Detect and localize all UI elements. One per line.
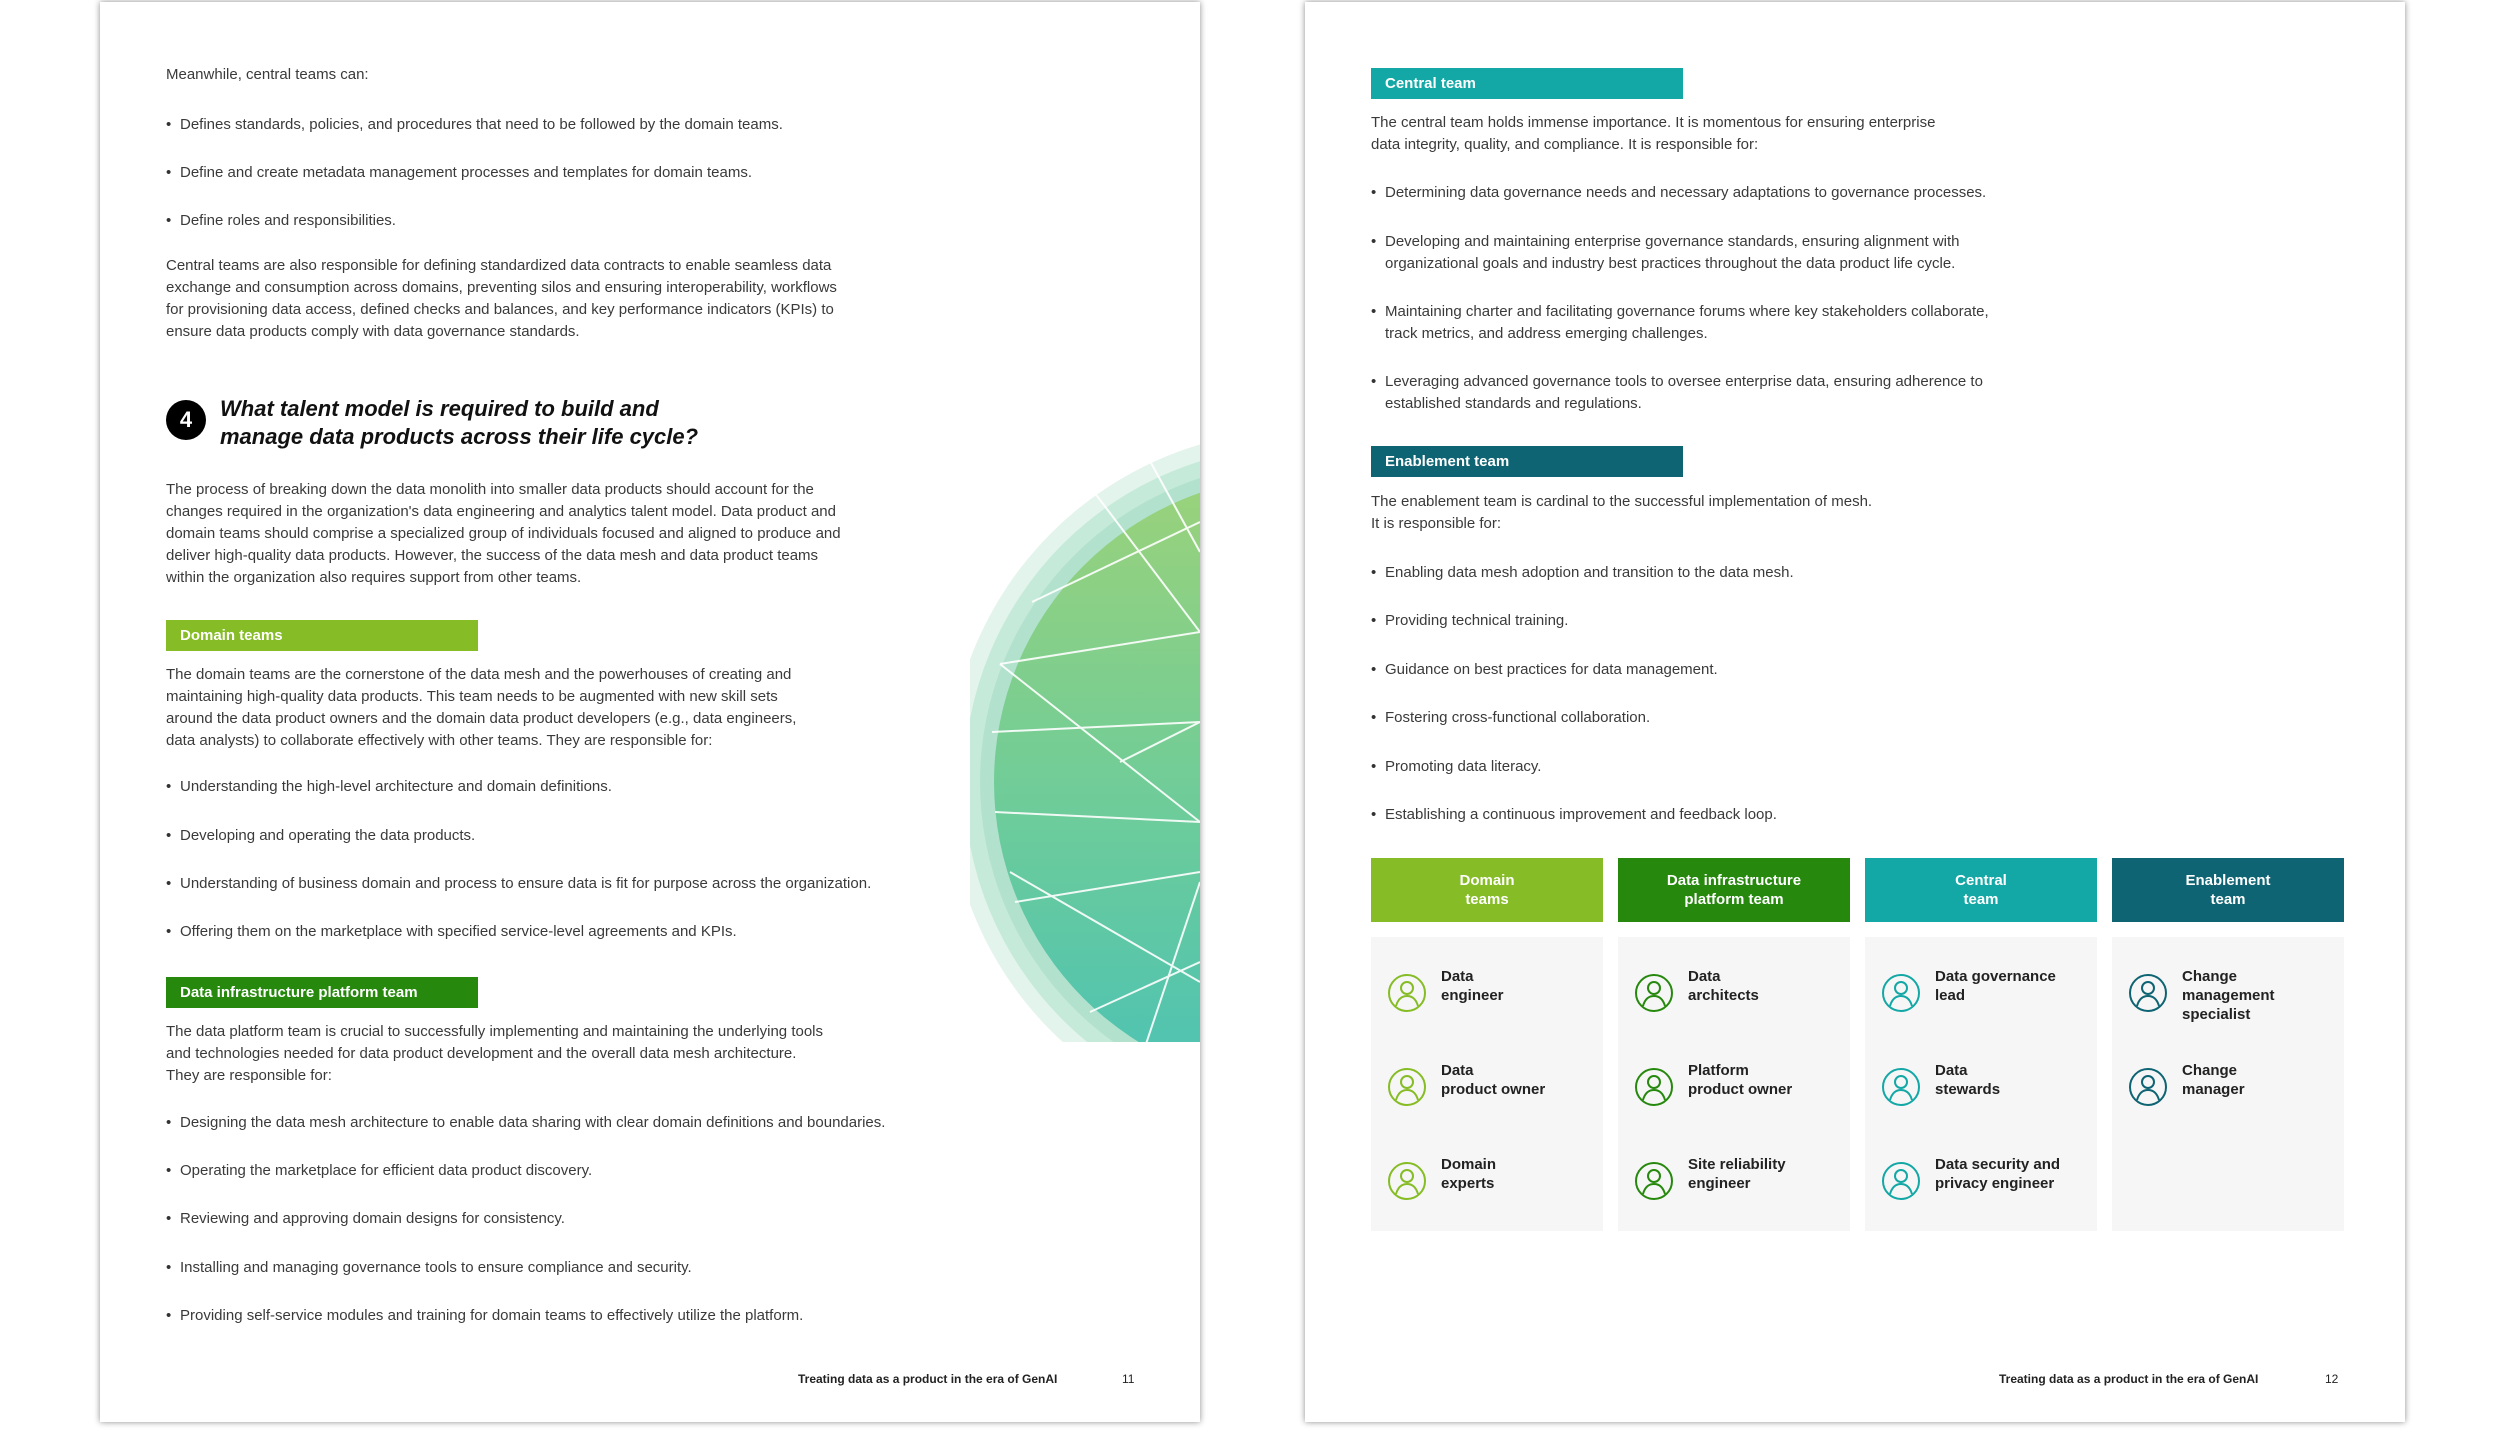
central-can-bullet: • Define and create metadata management processes and templates for domain teams. (166, 162, 752, 184)
domain-bullet: • Offering them on the marketplace with specified service-level agreements and KPIs. (166, 921, 737, 943)
role-line: Data (1441, 968, 1474, 985)
role-line: product owner (1441, 1081, 1546, 1098)
platform-bullet: • Reviewing and approving domain designs for consistency. (166, 1208, 565, 1230)
role-line: Domain (1441, 1156, 1497, 1173)
role-line: architects (1688, 987, 1759, 1004)
person-icon (1634, 973, 1674, 1013)
role-card (1371, 1155, 1603, 1215)
enablement-team-tag: Enablement team (1371, 446, 1683, 477)
footer-title: Treating data as a product in the era of GenAI (1999, 1372, 2259, 1386)
role-card (1618, 1155, 1850, 1215)
person-icon (1634, 1161, 1674, 1201)
paragraph-line: deliver high-quality data products. However, the success of the data mesh and data product teams (166, 547, 819, 564)
domain-bullet: • Developing and operating the data products. (166, 825, 475, 847)
role-name (1935, 1155, 2090, 1193)
page-number: 11 (1122, 1372, 1135, 1386)
role-name (1441, 1061, 1596, 1099)
role-name (1441, 1155, 1596, 1193)
paragraph-line: Central teams are also responsible for defining standardized data contracts to enable seamless data (166, 257, 832, 274)
platform-team-tag: Data infrastructure platform team (166, 977, 478, 1008)
column-body-enablement-team (2112, 937, 2344, 1231)
role-line: Platform (1688, 1062, 1749, 1079)
central-team-bullet (1371, 182, 1986, 204)
bullet-line: • Leveraging advanced governance tools to oversee enterprise data, ensuring adherence to (1385, 373, 1983, 390)
role-name (2182, 967, 2337, 1024)
role-name (1688, 1061, 1843, 1099)
central-team-tag: Central team (1371, 68, 1683, 99)
page-11 (100, 2, 1200, 1422)
paragraph-line: The domain teams are the cornerstone of the data mesh and the powerhouses of creating and (166, 666, 792, 683)
column-header-central-team (1865, 858, 2097, 922)
paragraph-line: changes required in the organization's data engineering and analytics talent model. Data product and (166, 503, 836, 520)
bullet-line: • Determining data governance needs and necessary adaptations to governance processes. (1385, 184, 1987, 201)
column-body-domain-teams (1371, 937, 1603, 1231)
paragraph-line: domain teams should comprise a specialized group of individuals focused and aligned to produce and (166, 525, 841, 542)
role-name (1688, 1155, 1843, 1193)
paragraph-line: The data platform team is crucial to successfully implementing and maintaining the underlying tools (166, 1023, 823, 1040)
column-header-platform-team (1618, 858, 1850, 922)
role-card (1371, 967, 1603, 1027)
header-line: Enablement (2185, 872, 2271, 889)
header-line: Central (1955, 872, 2007, 889)
globe-illustration (970, 402, 1200, 1042)
paragraph-line: The enablement team is cardinal to the successful implementation of mesh. (1371, 493, 1873, 510)
person-icon (2128, 973, 2168, 1013)
central-team-bullet (1371, 371, 1983, 415)
role-name (1935, 1061, 2090, 1099)
bullet-line: • Developing and maintaining enterprise governance standards, ensuring alignment with (1385, 233, 1960, 250)
role-name (1935, 967, 2090, 1005)
domain-bullet: • Understanding the high-level architecture and domain definitions. (166, 776, 612, 798)
person-icon (1634, 1067, 1674, 1107)
role-card (1618, 967, 1850, 1027)
enablement-bullet: • Guidance on best practices for data management. (1371, 659, 1718, 681)
person-icon (1881, 973, 1921, 1013)
footer-title: Treating data as a product in the era of GenAI (798, 1372, 1058, 1386)
header-line: teams (1465, 891, 1509, 908)
central-team-bullet (1371, 231, 1960, 275)
page-12 (1305, 2, 2405, 1422)
role-line: management (2182, 987, 2275, 1004)
person-icon (1387, 1067, 1427, 1107)
role-line: Data (1441, 1062, 1474, 1079)
role-line: product owner (1688, 1081, 1793, 1098)
platform-bullet: • Installing and managing governance tools to ensure compliance and security. (166, 1257, 692, 1279)
column-body-platform-team (1618, 937, 1850, 1231)
role-card (1371, 1061, 1603, 1121)
person-icon (2128, 1067, 2168, 1107)
central-can-bullet: • Defines standards, policies, and procedures that need to be followed by the domain teams. (166, 114, 783, 136)
column-header-enablement-team (2112, 858, 2344, 922)
platform-bullet: • Providing self-service modules and training for domain teams to effectively utilize the platform. (166, 1305, 803, 1327)
paragraph-line: and technologies needed for data product development and the overall data mesh architecture. (166, 1045, 797, 1062)
person-icon (1387, 1161, 1427, 1201)
header-line: platform team (1684, 891, 1784, 908)
role-name (2182, 1061, 2337, 1099)
role-line: Data (1688, 968, 1721, 985)
enablement-bullet: • Enabling data mesh adoption and transition to the data mesh. (1371, 562, 1794, 584)
paragraph-line: for provisioning data access, defined checks and balances, and key performance indicators (KPIs) to (166, 301, 834, 318)
role-card (1865, 1061, 2097, 1121)
bullet-line: established standards and regulations. (1385, 395, 1642, 412)
domain-teams-tag: Domain teams (166, 620, 478, 651)
paragraph-line: It is responsible for: (1371, 515, 1502, 532)
role-line: Change (2182, 1062, 2238, 1079)
header-line: Data infrastructure (1666, 872, 1802, 889)
column-body-central-team (1865, 937, 2097, 1231)
paragraph-line: data integrity, quality, and compliance. It is responsible for: (1371, 136, 1759, 153)
paragraph-line: maintaining high-quality data products. This team needs to be augmented with new skill sets (166, 688, 778, 705)
paragraph-line: They are responsible for: (166, 1067, 332, 1084)
person-icon (1881, 1067, 1921, 1107)
person-icon (1881, 1161, 1921, 1201)
central-intro: Meanwhile, central teams can: (166, 66, 369, 83)
paragraph-line: The central team holds immense importance. It is momentous for ensuring enterprise (1371, 114, 1936, 131)
domain-bullet: • Understanding of business domain and process to ensure data is fit for purpose across the organization. (166, 873, 871, 895)
person-icon (1387, 973, 1427, 1013)
central-team-bullet (1371, 301, 1989, 345)
platform-bullet: • Designing the data mesh architecture to enable data sharing with clear domain definitions and boundaries. (166, 1112, 885, 1134)
role-line: privacy engineer (1935, 1175, 2055, 1192)
page-number: 12 (2325, 1372, 2339, 1386)
role-line: Site reliability (1688, 1156, 1786, 1173)
role-line: specialist (2182, 1006, 2251, 1023)
enablement-bullet: • Providing technical training. (1371, 610, 1568, 632)
paragraph-line: data analysts) to collaborate effectively with other teams. They are responsible for: (166, 732, 713, 749)
column-header-domain-teams (1371, 858, 1603, 922)
paragraph-line: The process of breaking down the data monolith into smaller data products should account for the (166, 481, 814, 498)
bullet-line: • Maintaining charter and facilitating governance forums where key stakeholders collaborate, (1385, 303, 1989, 320)
heading-line: What talent model is required to build and (220, 396, 659, 421)
paragraph-line: within the organization also requires support from other teams. (166, 569, 582, 586)
role-line: lead (1935, 987, 1966, 1004)
paragraph-line: around the data product owners and the domain data product developers (e.g., data engineers, (166, 710, 797, 727)
role-line: stewards (1935, 1081, 2001, 1098)
heading-line: manage data products across their life cycle? (220, 424, 699, 449)
bullet-line: organizational goals and industry best practices throughout the data product life cycle. (1385, 255, 1956, 272)
header-line: team (1963, 891, 1999, 908)
enablement-bullet: • Fostering cross-functional collaboration. (1371, 707, 1650, 729)
header-line: team (2210, 891, 2246, 908)
central-can-bullet: • Define roles and responsibilities. (166, 210, 396, 232)
role-line: Change (2182, 968, 2238, 985)
role-line: engineer (1441, 987, 1504, 1004)
role-card (1865, 1155, 2097, 1215)
role-card (1618, 1061, 1850, 1121)
role-line: Data governance (1935, 968, 2056, 985)
paragraph-line: ensure data products comply with data governance standards. (166, 323, 580, 340)
role-line: manager (2182, 1081, 2245, 1098)
role-line: engineer (1688, 1175, 1751, 1192)
role-line: experts (1441, 1175, 1495, 1192)
role-name (1688, 967, 1843, 1005)
role-card (2112, 967, 2344, 1027)
enablement-bullet: • Promoting data literacy. (1371, 756, 1541, 778)
role-line: Data (1935, 1062, 1968, 1079)
question-number-badge: 4 (166, 400, 206, 440)
paragraph-line: exchange and consumption across domains, preventing silos and ensuring interoperability, workflows (166, 279, 837, 296)
role-card (2112, 1061, 2344, 1121)
platform-bullet: • Operating the marketplace for efficient data product discovery. (166, 1160, 592, 1182)
question-heading (220, 395, 740, 451)
role-card (1865, 967, 2097, 1027)
header-line: Domain (1459, 872, 1515, 889)
bullet-line: track metrics, and address emerging challenges. (1385, 325, 1708, 342)
role-line: Data security and (1935, 1156, 2061, 1173)
enablement-bullet: • Establishing a continuous improvement and feedback loop. (1371, 804, 1777, 826)
role-name (1441, 967, 1596, 1005)
